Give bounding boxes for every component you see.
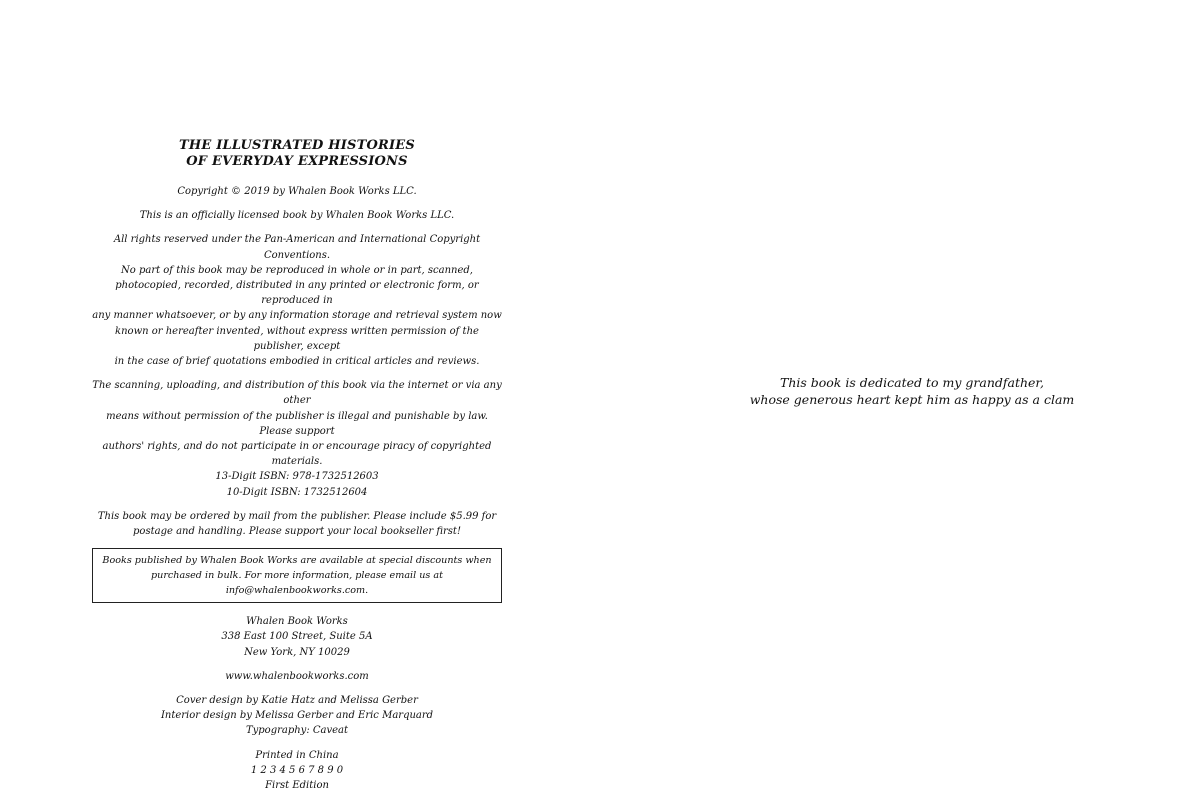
copyright-page xyxy=(92,138,502,802)
bulk-discount-notice xyxy=(92,548,502,603)
piracy-line: means without permission of the publisher is illegal and punishable by law. Please support xyxy=(106,410,488,437)
printed-in: Printed in China xyxy=(255,749,339,761)
rights-line: in the case of brief quotations embodied in critical articles and reviews. xyxy=(114,356,480,368)
address-line: 338 East 100 Street, Suite 5A xyxy=(221,631,373,643)
dedication-line: This book is dedicated to my grandfather, xyxy=(779,375,1045,390)
publisher-website: www.whalenbookworks.com xyxy=(225,670,369,682)
order-line: postage and handling. Please support your local bookseller first! xyxy=(133,526,461,538)
book-title xyxy=(92,138,502,170)
piracy-line: authors' rights, and do not participate in or encourage piracy of copyrighted materials. xyxy=(102,441,492,468)
rights-line: All rights reserved under the Pan-American and International Copyright Conventions. xyxy=(113,234,481,261)
address-line: New York, NY 10029 xyxy=(244,646,350,658)
isbn-10: 10-Digit ISBN: 1732512604 xyxy=(226,486,368,498)
copyright-line: Copyright © 2019 by Whalen Book Works LLC. xyxy=(177,186,417,197)
publisher-address xyxy=(92,614,502,660)
printing-info xyxy=(92,748,502,794)
rights-paragraph xyxy=(92,232,502,369)
rights-line: known or hereafter invented, without express written permission of the publisher, except xyxy=(115,325,479,352)
rights-line: any manner whatsoever, or by any information storage and retrieval system now xyxy=(92,310,502,322)
title-line-2: OF EVERYDAY EXPRESSIONS xyxy=(186,154,408,169)
piracy-line: The scanning, uploading, and distribution of this book via the internet or via any other xyxy=(92,380,502,407)
title-line-1: THE ILLUSTRATED HISTORIES xyxy=(179,138,415,153)
address-line: Whalen Book Works xyxy=(246,616,348,628)
credit-line: Interior design by Melissa Gerber and Eric Marquard xyxy=(160,710,434,722)
order-line: This book may be ordered by mail from the publisher. Please include $5.99 for xyxy=(97,510,497,522)
credit-line: Typography: Caveat xyxy=(245,725,349,737)
printer-key: 1 2 3 4 5 6 7 8 9 0 xyxy=(250,764,344,776)
notice-line: purchased in bulk. For more information, please email us at info@whalenbookworks.com. xyxy=(151,570,443,597)
dedication-page xyxy=(742,374,1082,408)
isbn-13: 13-Digit ISBN: 978-1732512603 xyxy=(215,471,379,483)
order-paragraph xyxy=(92,509,502,539)
design-credits xyxy=(92,693,502,739)
piracy-paragraph xyxy=(92,378,502,500)
rights-line: photocopied, recorded, distributed in any printed or electronic form, or reproduced in xyxy=(115,280,479,307)
credit-line: Cover design by Katie Hatz and Melissa Gerber xyxy=(176,695,418,707)
edition: First Edition xyxy=(265,780,329,792)
rights-line: No part of this book may be reproduced in whole or in part, scanned, xyxy=(121,264,473,276)
notice-line: Books published by Whalen Book Works are available at special discounts when xyxy=(102,555,492,567)
dedication-line: whose generous heart kept him as happy as a clam xyxy=(749,392,1075,407)
licensed-line: This is an officially licensed book by Whalen Book Works LLC. xyxy=(139,210,455,222)
